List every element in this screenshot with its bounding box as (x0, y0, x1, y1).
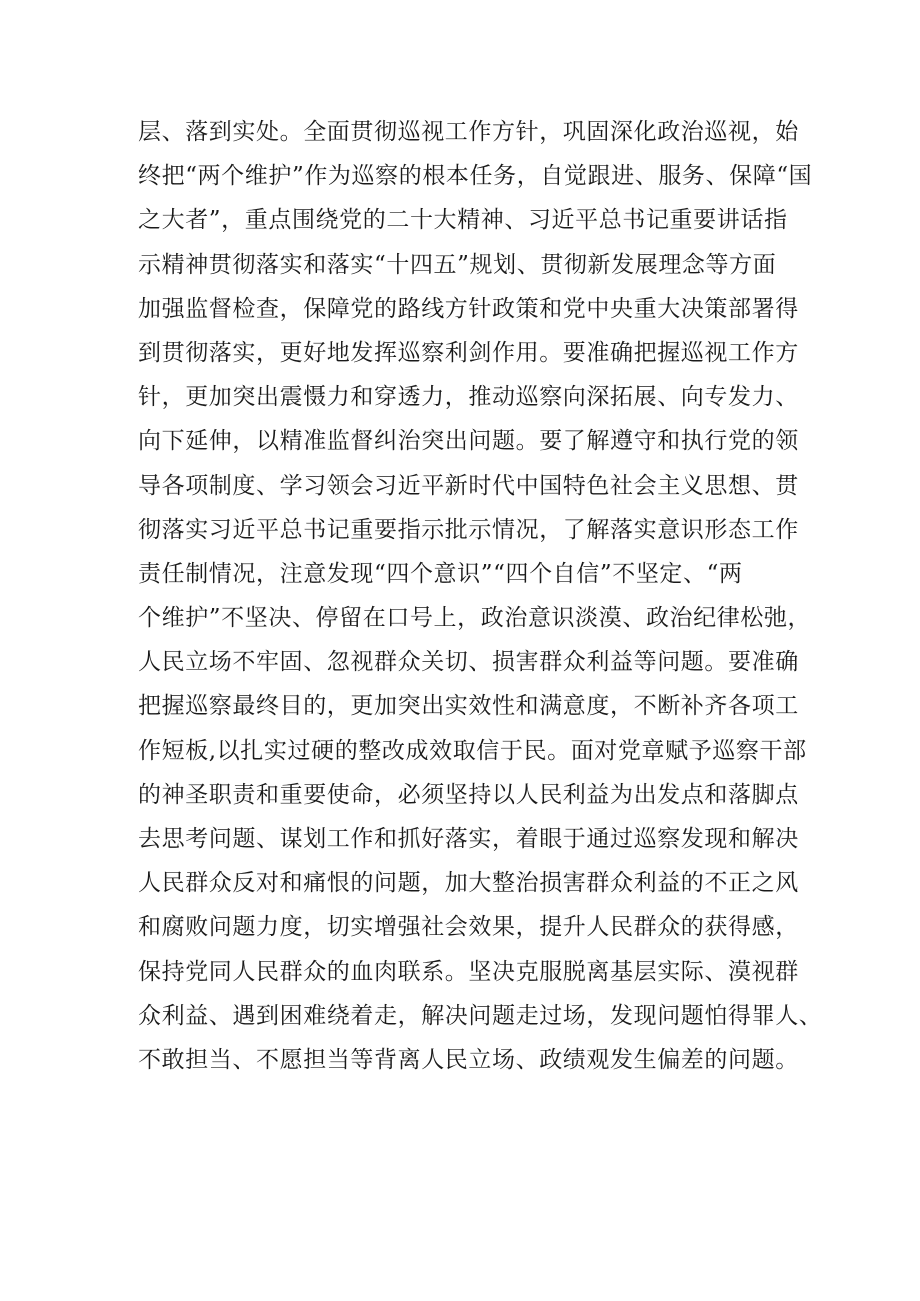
text-line: 责任制情况，注意发现“四个意识”“四个自信”不坚定、“两 (138, 560, 743, 587)
text-line: 人民群众反对和痛恨的问题，加大整治损害群众利益的不正之风 (138, 870, 799, 897)
text-line: 加强监督检查，保障党的路线方针政策和党中央重大决策部署得 (138, 295, 799, 322)
text-line: 到贯彻落实，更好地发挥巡察利剑作用。要准确把握巡视工作方 (138, 339, 799, 366)
text-line: 保持党同人民群众的血肉联系。坚决克服脱离基层实际、漠视群 (138, 958, 799, 985)
text-line: 导各项制度、学习领会习近平新时代中国特色社会主义思想、贯 (138, 472, 799, 499)
text-line: 的神圣职责和重要使命，必须坚持以人民利益为出发点和落脚点 (138, 781, 799, 808)
paragraph (138, 110, 823, 1082)
text-line: 彻落实习近平总书记重要指示批示情况，了解落实意识形态工作 (138, 516, 799, 543)
text-line: 众利益、遇到困难绕着走，解决问题走过场，发现问题怕得罪人、 (138, 1002, 823, 1029)
text-line: 终把“两个维护”作为巡察的根本任务，自觉跟进、服务、保障“国 (138, 163, 813, 190)
text-line: 个维护”不坚决、停留在口号上，政治意识淡漠、政治纪律松弛， (138, 605, 812, 632)
text-line: 示精神贯彻落实和落实“十四五”规划、贯彻新发展理念等方面 (138, 251, 777, 278)
text-line: 层、落到实处。全面贯彻巡视工作方针，巩固深化政治巡视，始 (138, 119, 799, 145)
text-line: 不敢担当、不愿担当等背离人民立场、政绩观发生偏差的问题。 (138, 1046, 799, 1073)
text-line: 针，更加突出震慑力和穿透力，推动巡察向深拓展、向专发力、 (138, 384, 799, 411)
text-line: 作短板,以扎实过硬的整改成效取信于民。面对党章赋予巡察干部 (138, 737, 807, 764)
text-line: 之大者”，重点围绕党的二十大精神、习近平总书记重要讲话指 (138, 207, 788, 234)
text-line: 向下延伸，以精准监督纠治突出问题。要了解遵守和执行党的领 (138, 428, 799, 455)
text-line: 去思考问题、谋划工作和抓好落实，着眼于通过巡察发现和解决 (138, 826, 799, 852)
text-line: 把握巡察最终目的，更加突出实效性和满意度，不断补齐各项工 (138, 693, 799, 720)
text-line: 和腐败问题力度，切实增强社会效果，提升人民群众的获得感， (138, 914, 799, 941)
text-line: 人民立场不牢固、忽视群众关切、损害群众利益等问题。要准确 (138, 649, 799, 676)
